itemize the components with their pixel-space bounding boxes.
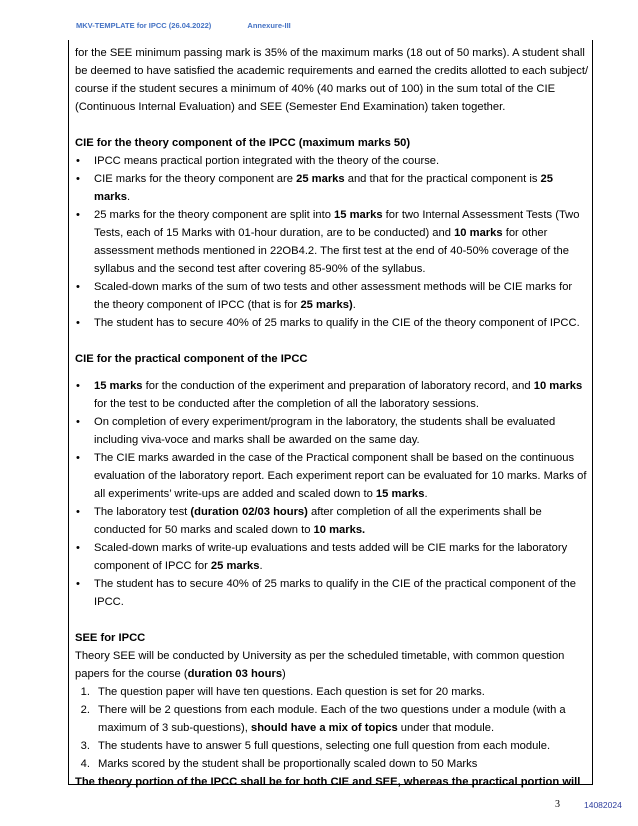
item-number: 2. [80, 704, 90, 716]
text-run: . [424, 488, 428, 500]
bold-text: 10 marks [533, 380, 583, 392]
text-run: for two Internal Assessment Tests (Two Tests, each of 15 Marks with 01-hour duration, are to be conducted) and [94, 209, 580, 239]
practical-list [75, 377, 590, 611]
bold-text: 25 marks) [300, 299, 353, 311]
numbered-item [75, 683, 590, 701]
spacer [75, 368, 590, 377]
theory-list [75, 152, 590, 332]
item-number: 4. [80, 758, 90, 770]
bold-text: (duration 02/03 hours) [190, 506, 308, 518]
text-run: Scaled-down marks of write-up evaluations and tests added will be CIE marks for the laboratory component of IPCC for [94, 542, 568, 572]
bullet-item [75, 314, 590, 332]
text-run: On completion of every experiment/program in the laboratory, the students shall be evaluated including viva-voce and marks shall be awarded on the same day. [94, 416, 556, 446]
template-label: MKV-TEMPLATE for IPCC (26.04.2022) [76, 21, 212, 30]
text-run: under that module. [397, 722, 495, 734]
see-closing [75, 773, 590, 791]
bullet-item [75, 377, 590, 413]
text-run: . [259, 560, 263, 572]
text-run: for other assessment methods mentioned in 22OB4.2. The first test at the end of 40-50% coverage of the syllabus and the second test after covering 85-90% of the syllabus. [94, 227, 569, 275]
text-run: for the conduction of the experiment and preparation of laboratory record, and [142, 380, 534, 392]
spacer [75, 332, 590, 350]
text-run: There will be 2 questions from each module. Each of the two questions under a module (with a maximum of 3 sub-questions), [98, 704, 566, 734]
page-number: 3 [555, 799, 560, 810]
bold-text: 25 marks [296, 173, 345, 185]
text-run: after completion of all the experiments shall be conducted for 50 marks and scaled down to [94, 506, 542, 536]
bullet-item [75, 170, 590, 206]
bullet-icon: • [76, 542, 80, 554]
text-run: Marks scored by the student shall be proportionally scaled down to 50 Marks [98, 758, 478, 770]
bullet-icon: • [76, 155, 80, 167]
text-run: CIE marks for the theory component are [94, 173, 297, 185]
bold-text: 25 marks [210, 560, 260, 572]
see-heading: SEE for IPCC [75, 632, 146, 644]
bold-text: The theory portion of the IPCC shall be for both CIE and SEE, whereas the practical portion will [75, 776, 581, 788]
spacer [75, 611, 590, 629]
text-run: The student has to secure 40% of 25 marks to qualify in the CIE of the practical component of the IPCC. [94, 578, 576, 608]
bullet-item [75, 539, 590, 575]
text-run: for the SEE minimum passing mark is 35% of the maximum marks (18 out of 50 marks). A student shall be deemed to have satisfied the academic requirements and earned the credits allotted to each subject/ course if the student secures a minimum of 40% (40 marks out of 100) in the sum total of the CIE (Continuous Internal Evaluation) and SEE (Semester End Examination) taken together. [75, 47, 589, 113]
bullet-icon: • [76, 380, 80, 392]
bullet-icon: • [76, 173, 80, 185]
bullet-icon: • [76, 578, 80, 590]
bullet-icon: • [76, 506, 80, 518]
text-run: The students have to answer 5 full questions, selecting one full question from each module. [98, 740, 551, 752]
bold-text: 25 marks [94, 173, 553, 203]
page-header [76, 21, 291, 30]
numbered-item [75, 701, 590, 737]
bullet-item [75, 575, 590, 611]
see-list [75, 683, 590, 773]
bullet-item [75, 449, 590, 503]
bold-text: 15 marks [375, 488, 425, 500]
bullet-icon: • [76, 416, 80, 428]
bold-text: 15 marks [334, 209, 383, 221]
see-intro [75, 647, 590, 683]
text-run: ) [282, 668, 286, 680]
bold-text: should have a mix of topics [250, 722, 398, 734]
spacer [75, 116, 590, 134]
text-run: for the test to be conducted after the completion of all the laboratory sessions. [94, 398, 479, 410]
bold-text: 10 marks. [313, 524, 366, 536]
text-run: The question paper will have ten questions. Each question is set for 20 marks. [98, 686, 485, 698]
text-run: The laboratory test [94, 506, 191, 518]
practical-heading: CIE for the practical component of the IPCC [75, 353, 308, 365]
bullet-icon: • [76, 281, 80, 293]
theory-heading: CIE for the theory component of the IPCC (maximum marks 50) [75, 137, 411, 149]
bullet-icon: • [76, 452, 80, 464]
annexure-label: Annexure-III [247, 21, 291, 30]
bold-text: 10 marks [454, 227, 503, 239]
bullet-icon: • [76, 209, 80, 221]
text-run: The CIE marks awarded in the case of the Practical component shall be based on the continuous evaluation of the laboratory report. Each experiment report can be evaluated for 10 marks. Marks of all experiments’ write-ups are added and scaled down to [94, 452, 587, 500]
bold-text: 15 marks [94, 380, 143, 392]
bullet-item [75, 503, 590, 539]
numbered-item [75, 755, 590, 773]
bullet-item [75, 413, 590, 449]
bold-text: duration 03 hours [187, 668, 283, 680]
bullet-item [75, 152, 590, 170]
bullet-icon: • [76, 317, 80, 329]
document-id: 14082024 [584, 800, 622, 810]
item-number: 3. [80, 740, 90, 752]
text-run: 25 marks for the theory component are split into [94, 209, 335, 221]
text-run: . [352, 299, 356, 311]
document-body [75, 44, 590, 791]
numbered-item [75, 737, 590, 755]
intro-paragraph [75, 44, 590, 116]
text-run: and that for the practical component is [344, 173, 541, 185]
text-run: Theory SEE will be conducted by University as per the scheduled timetable, with common question papers for the course ( [75, 650, 565, 680]
text-run: IPCC means practical portion integrated with the theory of the course. [94, 155, 440, 167]
text-run: . [126, 191, 131, 203]
bullet-item [75, 206, 590, 278]
text-run: The student has to secure 40% of 25 marks to qualify in the CIE of the theory component of IPCC. [94, 317, 580, 329]
bullet-item [75, 278, 590, 314]
text-run: Scaled-down marks of the sum of two tests and other assessment methods will be CIE marks for the theory component of IPCC (that is for [94, 281, 573, 311]
item-number: 1. [80, 686, 90, 698]
